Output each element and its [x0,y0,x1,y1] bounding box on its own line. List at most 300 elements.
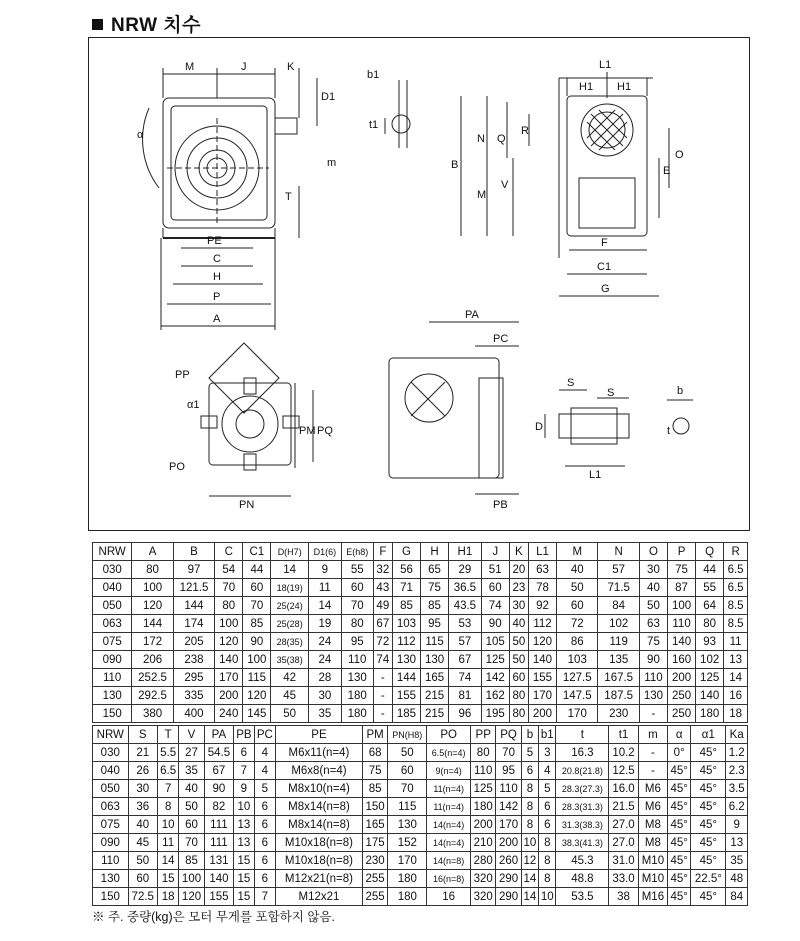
table-cell: 4 [254,762,275,780]
dim-label-alpha: α [137,129,144,141]
dim-label-r: R [521,125,529,137]
table-cell: 140 [204,870,233,888]
table-cell: 85 [362,780,387,798]
column-header: C1 [243,543,271,561]
table-cell: 85 [392,597,420,615]
dim-label-h1-b: H1 [617,81,632,93]
table-cell: 90 [204,780,233,798]
table-cell: 200 [496,834,521,852]
table-cell: 112 [392,633,420,651]
column-header: C [215,543,243,561]
table-cell: 110 [668,615,696,633]
table-cell: 320 [471,888,496,906]
table-cell: 11 [724,633,748,651]
dim-label-f: F [601,237,608,249]
dim-label-p: P [213,291,221,303]
table-cell: 100 [132,579,173,597]
table-cell: M16 [638,888,667,906]
table-cell: 28(35) [271,633,309,651]
table-cell: 1.2 [726,744,748,762]
dim-label-e: E [663,165,671,177]
table-cell: 063 [93,615,132,633]
table-cell: 0° [668,744,691,762]
table-cell: 175 [362,834,387,852]
table-cell: 40 [128,816,157,834]
table-cell: 238 [173,651,214,669]
table-cell: 43.5 [449,597,482,615]
table-cell: 295 [173,669,214,687]
dim-label-alpha1: α1 [187,399,200,411]
table-cell: 13 [724,651,748,669]
dim-label-v: V [501,179,509,191]
table-cell: 252.5 [132,669,173,687]
table-cell: 130 [392,651,420,669]
column-header: b [521,726,538,744]
table-cell: 8 [539,834,556,852]
column-header: PB [234,726,255,744]
table-cell: 90 [481,615,509,633]
column-header: PN(H8) [388,726,427,744]
table-cell: 140 [528,651,556,669]
table-cell: 15 [234,888,255,906]
dim-label-c: C [213,253,221,265]
column-header: t1 [609,726,638,744]
table-cell: 33.0 [609,870,638,888]
table-cell: M10 [638,870,667,888]
table-cell: 290 [496,870,521,888]
dim-label-po: PO [169,461,185,473]
table-cell: 180 [388,870,427,888]
table-cell: 81 [449,687,482,705]
table-cell: 180 [696,705,724,723]
table-cell: 36 [128,798,157,816]
table-cell: 27 [179,744,204,762]
dim-label-pq: PQ [317,425,333,437]
table-row [93,762,748,780]
dim-label-l1-shaft: L1 [589,469,602,481]
table-cell: 180 [341,687,373,705]
column-header: Ka [726,726,748,744]
dim-label-pe: PE [207,235,222,247]
column-header: B [173,543,214,561]
column-header: α [668,726,691,744]
column-header: PO [427,726,471,744]
table-row [93,816,748,834]
table-cell: 40 [179,780,204,798]
table-cell: 18(19) [271,579,309,597]
table-cell: 45° [691,852,726,870]
dim-label-q: Q [497,133,506,145]
table-cell: 200 [215,687,243,705]
table-cell: 170 [496,816,521,834]
table-cell: 45° [668,888,691,906]
table-cell: 075 [93,816,129,834]
table-cell: 48 [726,870,748,888]
table-cell: 050 [93,597,132,615]
table-cell: 140 [696,687,724,705]
dim-label-l1: L1 [599,59,612,71]
table-cell: 70 [496,744,521,762]
table-cell: 6 [254,798,275,816]
table-cell: 74 [373,651,392,669]
table-cell: 45° [668,762,691,780]
table-cell: 11(n=4) [427,780,471,798]
table-cell: 130 [341,669,373,687]
table-cell: 64 [696,597,724,615]
table-cell: 6 [254,852,275,870]
table-cell: 19 [308,615,341,633]
dim-label-d1: D1 [321,91,336,103]
table-cell: 51 [481,561,509,579]
table-cell: 8 [539,870,556,888]
column-header: PA [204,726,233,744]
table-cell: 78 [528,579,556,597]
column-header: M [557,543,598,561]
table-cell: 36.5 [449,579,482,597]
table-cell: M8x14(n=8) [276,798,363,816]
table-cell: 45° [668,834,691,852]
table-cell: 32 [373,561,392,579]
table-cell: M12x21 [276,888,363,906]
column-header: t [556,726,609,744]
table-cell: 185 [392,705,420,723]
table-row [93,852,748,870]
table-cell: 55 [696,579,724,597]
table-cell: 135 [598,651,639,669]
table-cell: 63 [639,615,667,633]
table-cell: 111 [204,834,233,852]
flange-side-view [389,322,519,494]
table-cell: 65 [421,561,449,579]
table-cell: 30 [128,780,157,798]
table-cell: M8 [638,816,667,834]
title-text: NRW 치수 [111,15,202,36]
column-header: PP [471,726,496,744]
table-cell: 70 [179,834,204,852]
table-cell: 40 [509,615,528,633]
dim-label-t1: t1 [369,119,379,131]
table-cell: 140 [668,633,696,651]
column-header: PQ [496,726,521,744]
column-header: NRW [93,543,132,561]
table-cell: 10 [157,816,178,834]
table-cell: 10 [521,834,538,852]
dim-label-pp: PP [175,369,190,381]
column-header: J [481,543,509,561]
table-cell: 400 [173,705,214,723]
table-cell: 45.3 [556,852,609,870]
table-cell: M8x14(n=8) [276,816,363,834]
table-cell: 74 [481,597,509,615]
table-cell: 292.5 [132,687,173,705]
column-header: b1 [539,726,556,744]
table-cell: 160 [668,651,696,669]
table-cell: 45° [691,798,726,816]
table-cell: 6.2 [726,798,748,816]
table-cell: 111 [204,816,233,834]
table-cell: 40 [639,579,667,597]
dim-label-b-shaft: b [677,385,684,397]
table-cell: 72 [557,615,598,633]
table-row [93,780,748,798]
table-cell: 090 [93,651,132,669]
column-header: H1 [449,543,482,561]
table-cell: 16(n=8) [427,870,471,888]
table-cell: 35(38) [271,651,309,669]
column-header: S [128,726,157,744]
table-cell: 8 [521,798,538,816]
table-cell: 14 [724,669,748,687]
table-cell: 110 [496,780,521,798]
table-cell: 70 [215,579,243,597]
table-cell: 11(n=4) [427,798,471,816]
table-cell: 90 [243,633,271,651]
table-cell: 15 [234,870,255,888]
table-cell: - [638,744,667,762]
table-cell: 090 [93,834,129,852]
table-cell: 12.5 [609,762,638,780]
table-cell: 85 [243,615,271,633]
table-cell: 48.8 [556,870,609,888]
table-row [93,633,748,651]
table-cell: 115 [243,669,271,687]
dim-label-m-side: M [477,189,487,201]
dim-label-h1-a: H1 [579,81,594,93]
table-cell: 28.3(31.3) [556,798,609,816]
dim-label-t-shaft: t [667,425,671,437]
table-cell: 280 [471,852,496,870]
table-cell: 13 [234,834,255,852]
table-cell: 255 [362,888,387,906]
dim-label-s-a: S [567,377,575,389]
table-cell: 200 [668,669,696,687]
table-cell: 110 [93,669,132,687]
table-cell: 120 [215,633,243,651]
column-header: R [724,543,748,561]
table-row [93,744,748,762]
table-cell: 80 [696,615,724,633]
table-cell: - [638,762,667,780]
table-cell: 14(n=4) [427,834,471,852]
table-cell: 170 [388,852,427,870]
table-cell: 155 [392,687,420,705]
table-cell: - [373,705,392,723]
table-cell: 040 [93,762,129,780]
table-cell: 9 [234,780,255,798]
table-cell: 45 [271,687,309,705]
table-cell: 152 [388,834,427,852]
column-header: O [639,543,667,561]
table-cell: 95 [421,615,449,633]
table-cell: 150 [93,705,132,723]
table-cell: 100 [668,597,696,615]
table-cell: 35 [308,705,341,723]
table-cell: 142 [481,669,509,687]
table-cell: 14 [308,597,341,615]
table-cell: M12x21(n=8) [276,870,363,888]
table-row [93,615,748,633]
column-header: PC [254,726,275,744]
table-cell: 075 [93,633,132,651]
table-cell: 31.3(38.3) [556,816,609,834]
table-cell: - [373,687,392,705]
table-cell: 130 [93,687,132,705]
table-cell: M8x10(n=4) [276,780,363,798]
table-cell: 8 [157,798,178,816]
table-cell: 92 [528,597,556,615]
table-cell: 7 [254,888,275,906]
table-cell: 96 [449,705,482,723]
table-cell: 38.3(41.3) [556,834,609,852]
table-cell: 170 [215,669,243,687]
table-cell: 60 [128,870,157,888]
table-cell: 120 [528,633,556,651]
table-cell: 150 [93,888,129,906]
table-cell: 115 [388,798,427,816]
table-cell: 21 [128,744,157,762]
table-cell: 70 [341,597,373,615]
table-row [93,687,748,705]
table-cell: 18 [157,888,178,906]
dim-label-o: O [675,149,684,161]
table-cell: 85 [421,597,449,615]
table-cell: 200 [528,705,556,723]
table-cell: 119 [598,633,639,651]
table-cell: 8.5 [724,597,748,615]
dim-label-pc: PC [493,333,509,345]
table-cell: 11 [308,579,341,597]
table-cell: 44 [696,561,724,579]
table-cell: 72.5 [128,888,157,906]
table-cell: 121.5 [173,579,214,597]
table-cell: 105 [481,633,509,651]
table-cell: M6x8(n=4) [276,762,363,780]
table-cell: 145 [243,705,271,723]
table-cell: 95 [341,633,373,651]
table-cell: 144 [132,615,173,633]
table-cell: 50 [557,579,598,597]
table-cell: 45° [668,852,691,870]
table-cell: 103 [392,615,420,633]
dim-label-g: G [601,283,610,295]
table-cell: 38 [609,888,638,906]
table-cell: 75 [362,762,387,780]
table-cell: 5 [521,744,538,762]
flange-view [201,343,313,496]
table-cell: 144 [173,597,214,615]
dim-label-a: A [213,313,221,325]
table-cell: 60 [179,816,204,834]
side-view [461,72,669,296]
table-cell: 53.5 [556,888,609,906]
table-cell: 5 [539,780,556,798]
table-cell: 6 [539,816,556,834]
table-cell: 187.5 [598,687,639,705]
table-cell: 255 [362,870,387,888]
table-cell: 6 [521,762,538,780]
table-cell: M8 [638,834,667,852]
table-cell: 120 [132,597,173,615]
table-cell: 95 [496,762,521,780]
table-cell: 170 [557,705,598,723]
table-cell: 167.5 [598,669,639,687]
table-cell: 67 [449,651,482,669]
table-cell: 172 [132,633,173,651]
table-cell: 140 [215,651,243,669]
table-cell: 6.5(n=4) [427,744,471,762]
column-header: H [421,543,449,561]
dim-label-n: N [477,133,485,145]
table-cell: 14 [521,870,538,888]
table-cell: 144 [392,669,420,687]
table-cell: 4 [539,762,556,780]
table-cell: 72 [373,633,392,651]
dim-label-k: K [287,61,295,73]
table-row [93,888,748,906]
table-cell: 27.0 [609,816,638,834]
table-cell: 45° [691,816,726,834]
table-cell: 68 [362,744,387,762]
table-cell: 290 [496,888,521,906]
column-header: N [598,543,639,561]
table-cell: 250 [668,687,696,705]
table-cell: 43 [373,579,392,597]
table-cell: 6.5 [724,579,748,597]
table-cell: 6 [539,798,556,816]
table-cell: 60 [243,579,271,597]
table-cell: 4 [254,744,275,762]
table-row [93,651,748,669]
table-cell: 84 [598,597,639,615]
dimension-table-2 [92,725,748,906]
table-cell: 215 [421,705,449,723]
table-cell: 14 [521,888,538,906]
table-cell: 130 [388,816,427,834]
technical-drawing [88,37,750,531]
table-cell: 60 [388,762,427,780]
table-cell: 90 [639,651,667,669]
table-cell: 230 [598,705,639,723]
table-cell: 60 [509,669,528,687]
table-cell: 31.0 [609,852,638,870]
table-cell: 26 [128,762,157,780]
table-cell: 112 [528,615,556,633]
footnote: ※ 주. 중량(kg)은 모터 무게를 포함하지 않음. [92,910,335,924]
column-header: A [132,543,173,561]
table-cell: 40 [557,561,598,579]
table-cell: 130 [639,687,667,705]
table-cell: 9 [726,816,748,834]
dim-label-m: M [185,61,195,73]
column-header: V [179,726,204,744]
table-cell: 130 [421,651,449,669]
column-header: P [668,543,696,561]
table-cell: 131 [204,852,233,870]
table-row [93,834,748,852]
table-cell: 110 [639,669,667,687]
table-cell: 75 [639,633,667,651]
table-cell: 57 [598,561,639,579]
table-row [93,705,748,723]
dim-label-pm: PM [299,425,316,437]
table-cell: 240 [215,705,243,723]
dim-label-s-b: S [607,387,615,399]
table-cell: 50 [179,798,204,816]
table-cell: 130 [93,870,129,888]
column-header: NRW [93,726,129,744]
table-cell: 10 [539,888,556,906]
table-cell: 80 [132,561,173,579]
